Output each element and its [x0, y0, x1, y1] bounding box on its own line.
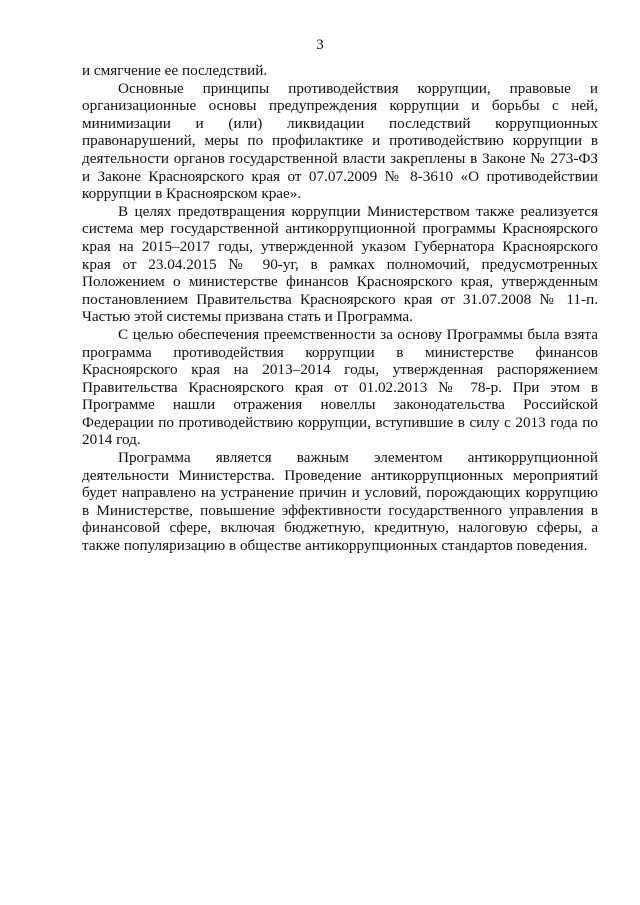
document-body — [82, 62, 598, 555]
paragraph-continuity: С целью обеспечения преемственности за основу Программы была взята программа противодействия коррупции в министерстве финансов Красноярского края на 2013–2014 годы, утвержденная распоряжением Правительства Красноярского края от 01.02.2013 № 78-р. При этом в Программе нашли отражения новеллы законодательства Российской Федерации по противодействию коррупции, вступившие в силу с 2013 года по 2014 год. — [82, 325, 598, 449]
paragraph-program-role: Программа является важным элементом антикоррупционной деятельности Министерства. Проведение антикоррупционных мероприятий будет направлено на устранение причин и условий, порождающих коррупцию в Министерстве, повышение эффективности государственного управления в финансовой сфере, включая бюджетную, кредитную, налоговую сферы, а также популяризацию в обществе антикоррупционных стандартов поведения. — [82, 449, 598, 555]
paragraph-prevention-measures: В целях предотвращения коррупции Министерством также реализуется система мер государственной антикоррупционной программы Красноярского края на 2015–2017 годы, утвержденной указом Губернатора Красноярского края от 23.04.2015 № 90-уг, в рамках полномочий, предусмотренных Положением о министерстве финансов Красноярского края, утвержденным постановлением Правительства Красноярского края от 31.07.2008 № 11-п. Частью этой системы призвана стать и Программа. — [82, 202, 598, 326]
paragraph-continuation: и смягчение ее последствий. — [82, 62, 268, 79]
page-number: 3 — [316, 37, 324, 53]
paragraph-legal-basis: Основные принципы противодействия коррупции, правовые и организационные основы предупреждения коррупции и борьбы с ней, минимизации и (или) ликвидации последствий коррупционных правонарушений, меры по профилактике и противодействию коррупции в деятельности органов государственной власти закреплены в Законе № 273-ФЗ и Законе Красноярского края от 07.07.2009 № 8-3610 «О противодействии коррупции в Красноярском крае». — [82, 79, 598, 203]
